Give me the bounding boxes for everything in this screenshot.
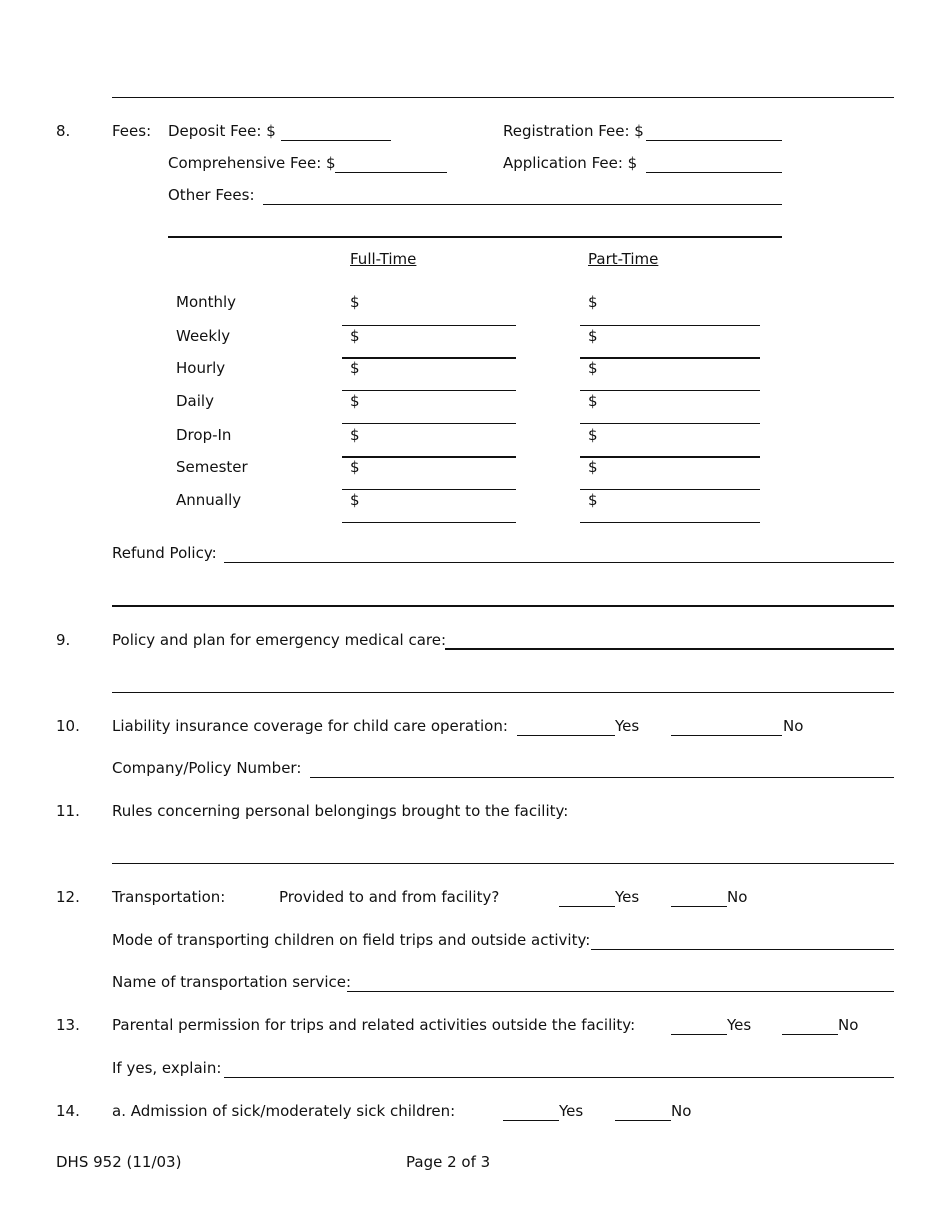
parental-permission-label: Parental permission for trips and related activities outside the facility: bbox=[112, 1016, 636, 1034]
sick-children-no-label: No bbox=[671, 1102, 692, 1120]
full-time-header: Full-Time bbox=[350, 250, 417, 268]
full-time-field[interactable] bbox=[342, 390, 516, 391]
section-10-number: 10. bbox=[56, 717, 80, 735]
sick-children-yes-field[interactable] bbox=[503, 1120, 559, 1121]
sick-children-label: a. Admission of sick/moderately sick children: bbox=[112, 1102, 456, 1120]
section-14-number: 14. bbox=[56, 1102, 80, 1120]
full-time-dollar: $ bbox=[350, 426, 360, 444]
explain-label: If yes, explain: bbox=[112, 1059, 222, 1077]
transport-service-label: Name of transportation service: bbox=[112, 973, 352, 991]
transportation-no-label: No bbox=[727, 888, 748, 906]
part-time-dollar: $ bbox=[588, 458, 598, 476]
explain-field[interactable] bbox=[224, 1077, 894, 1078]
full-time-field[interactable] bbox=[342, 357, 516, 359]
field-trip-mode-field[interactable] bbox=[591, 949, 894, 950]
emergency-care-field[interactable] bbox=[445, 648, 894, 650]
part-time-field[interactable] bbox=[580, 522, 760, 523]
section-8-number: 8. bbox=[56, 122, 71, 140]
emergency-care-field-2[interactable] bbox=[112, 692, 894, 693]
part-time-header: Part-Time bbox=[588, 250, 659, 268]
section-9-number: 9. bbox=[56, 631, 71, 649]
personal-belongings-label: Rules concerning personal belongings brought to the facility: bbox=[112, 802, 569, 820]
personal-belongings-field[interactable] bbox=[112, 863, 894, 864]
refund-policy-field-2[interactable] bbox=[112, 605, 894, 607]
part-time-field[interactable] bbox=[580, 357, 760, 359]
full-time-dollar: $ bbox=[350, 327, 360, 345]
fees-separator bbox=[168, 236, 782, 238]
part-time-dollar: $ bbox=[588, 293, 598, 311]
full-time-field[interactable] bbox=[342, 522, 516, 523]
part-time-dollar: $ bbox=[588, 426, 598, 444]
refund-policy-field[interactable] bbox=[224, 562, 894, 563]
rate-row-label: Weekly bbox=[176, 327, 231, 345]
rate-row-label: Monthly bbox=[176, 293, 237, 311]
full-time-field[interactable] bbox=[342, 325, 516, 326]
full-time-dollar: $ bbox=[350, 293, 360, 311]
part-time-field[interactable] bbox=[580, 390, 760, 391]
full-time-dollar: $ bbox=[350, 392, 360, 410]
rate-row-label: Annually bbox=[176, 491, 242, 509]
top-rule bbox=[112, 97, 894, 98]
liability-no-field[interactable] bbox=[671, 735, 782, 736]
part-time-dollar: $ bbox=[588, 359, 598, 377]
section-11-number: 11. bbox=[56, 802, 80, 820]
part-time-field[interactable] bbox=[580, 456, 760, 458]
company-policy-field[interactable] bbox=[310, 777, 894, 778]
sick-children-yes-label: Yes bbox=[559, 1102, 584, 1120]
application-fee-field[interactable] bbox=[646, 172, 782, 173]
comprehensive-fee-label: Comprehensive Fee: $ bbox=[168, 154, 336, 172]
full-time-dollar: $ bbox=[350, 359, 360, 377]
part-time-dollar: $ bbox=[588, 392, 598, 410]
part-time-dollar: $ bbox=[588, 327, 598, 345]
rate-row-label: Semester bbox=[176, 458, 248, 476]
emergency-care-label: Policy and plan for emergency medical care: bbox=[112, 631, 447, 649]
field-trip-mode-label: Mode of transporting children on field trips and outside activity: bbox=[112, 931, 591, 949]
permission-yes-label: Yes bbox=[727, 1016, 752, 1034]
transportation-label: Transportation: bbox=[112, 888, 226, 906]
comprehensive-fee-field[interactable] bbox=[335, 172, 447, 173]
permission-no-label: No bbox=[838, 1016, 859, 1034]
liability-yes-label: Yes bbox=[615, 717, 640, 735]
section-13-number: 13. bbox=[56, 1016, 80, 1034]
full-time-field[interactable] bbox=[342, 456, 516, 458]
full-time-dollar: $ bbox=[350, 491, 360, 509]
permission-no-field[interactable] bbox=[782, 1034, 838, 1035]
liability-yes-field[interactable] bbox=[517, 735, 615, 736]
transportation-no-field[interactable] bbox=[671, 906, 727, 907]
full-time-dollar: $ bbox=[350, 458, 360, 476]
liability-no-label: No bbox=[783, 717, 804, 735]
transportation-yes-field[interactable] bbox=[559, 906, 615, 907]
refund-policy-label: Refund Policy: bbox=[112, 544, 217, 562]
transport-service-field[interactable] bbox=[347, 991, 894, 992]
part-time-field[interactable] bbox=[580, 489, 760, 490]
transportation-question: Provided to and from facility? bbox=[279, 888, 500, 906]
company-policy-label: Company/Policy Number: bbox=[112, 759, 302, 777]
fees-label: Fees: bbox=[112, 122, 152, 140]
rate-row-label: Daily bbox=[176, 392, 214, 410]
part-time-dollar: $ bbox=[588, 491, 598, 509]
transportation-yes-label: Yes bbox=[615, 888, 640, 906]
liability-label: Liability insurance coverage for child care operation: bbox=[112, 717, 508, 735]
part-time-field[interactable] bbox=[580, 325, 760, 326]
full-time-field[interactable] bbox=[342, 489, 516, 490]
deposit-fee-label: Deposit Fee: $ bbox=[168, 122, 276, 140]
full-time-field[interactable] bbox=[342, 423, 516, 424]
application-fee-label: Application Fee: $ bbox=[503, 154, 638, 172]
form-id: DHS 952 (11/03) bbox=[56, 1153, 182, 1171]
permission-yes-field[interactable] bbox=[671, 1034, 727, 1035]
registration-fee-label: Registration Fee: $ bbox=[503, 122, 644, 140]
section-12-number: 12. bbox=[56, 888, 80, 906]
registration-fee-field[interactable] bbox=[646, 140, 782, 141]
other-fees-label: Other Fees: bbox=[168, 186, 255, 204]
part-time-field[interactable] bbox=[580, 423, 760, 424]
rate-row-label: Hourly bbox=[176, 359, 226, 377]
sick-children-no-field[interactable] bbox=[615, 1120, 671, 1121]
deposit-fee-field[interactable] bbox=[281, 140, 391, 141]
other-fees-field[interactable] bbox=[263, 204, 782, 205]
page-number: Page 2 of 3 bbox=[406, 1153, 491, 1171]
rate-row-label: Drop-In bbox=[176, 426, 232, 444]
